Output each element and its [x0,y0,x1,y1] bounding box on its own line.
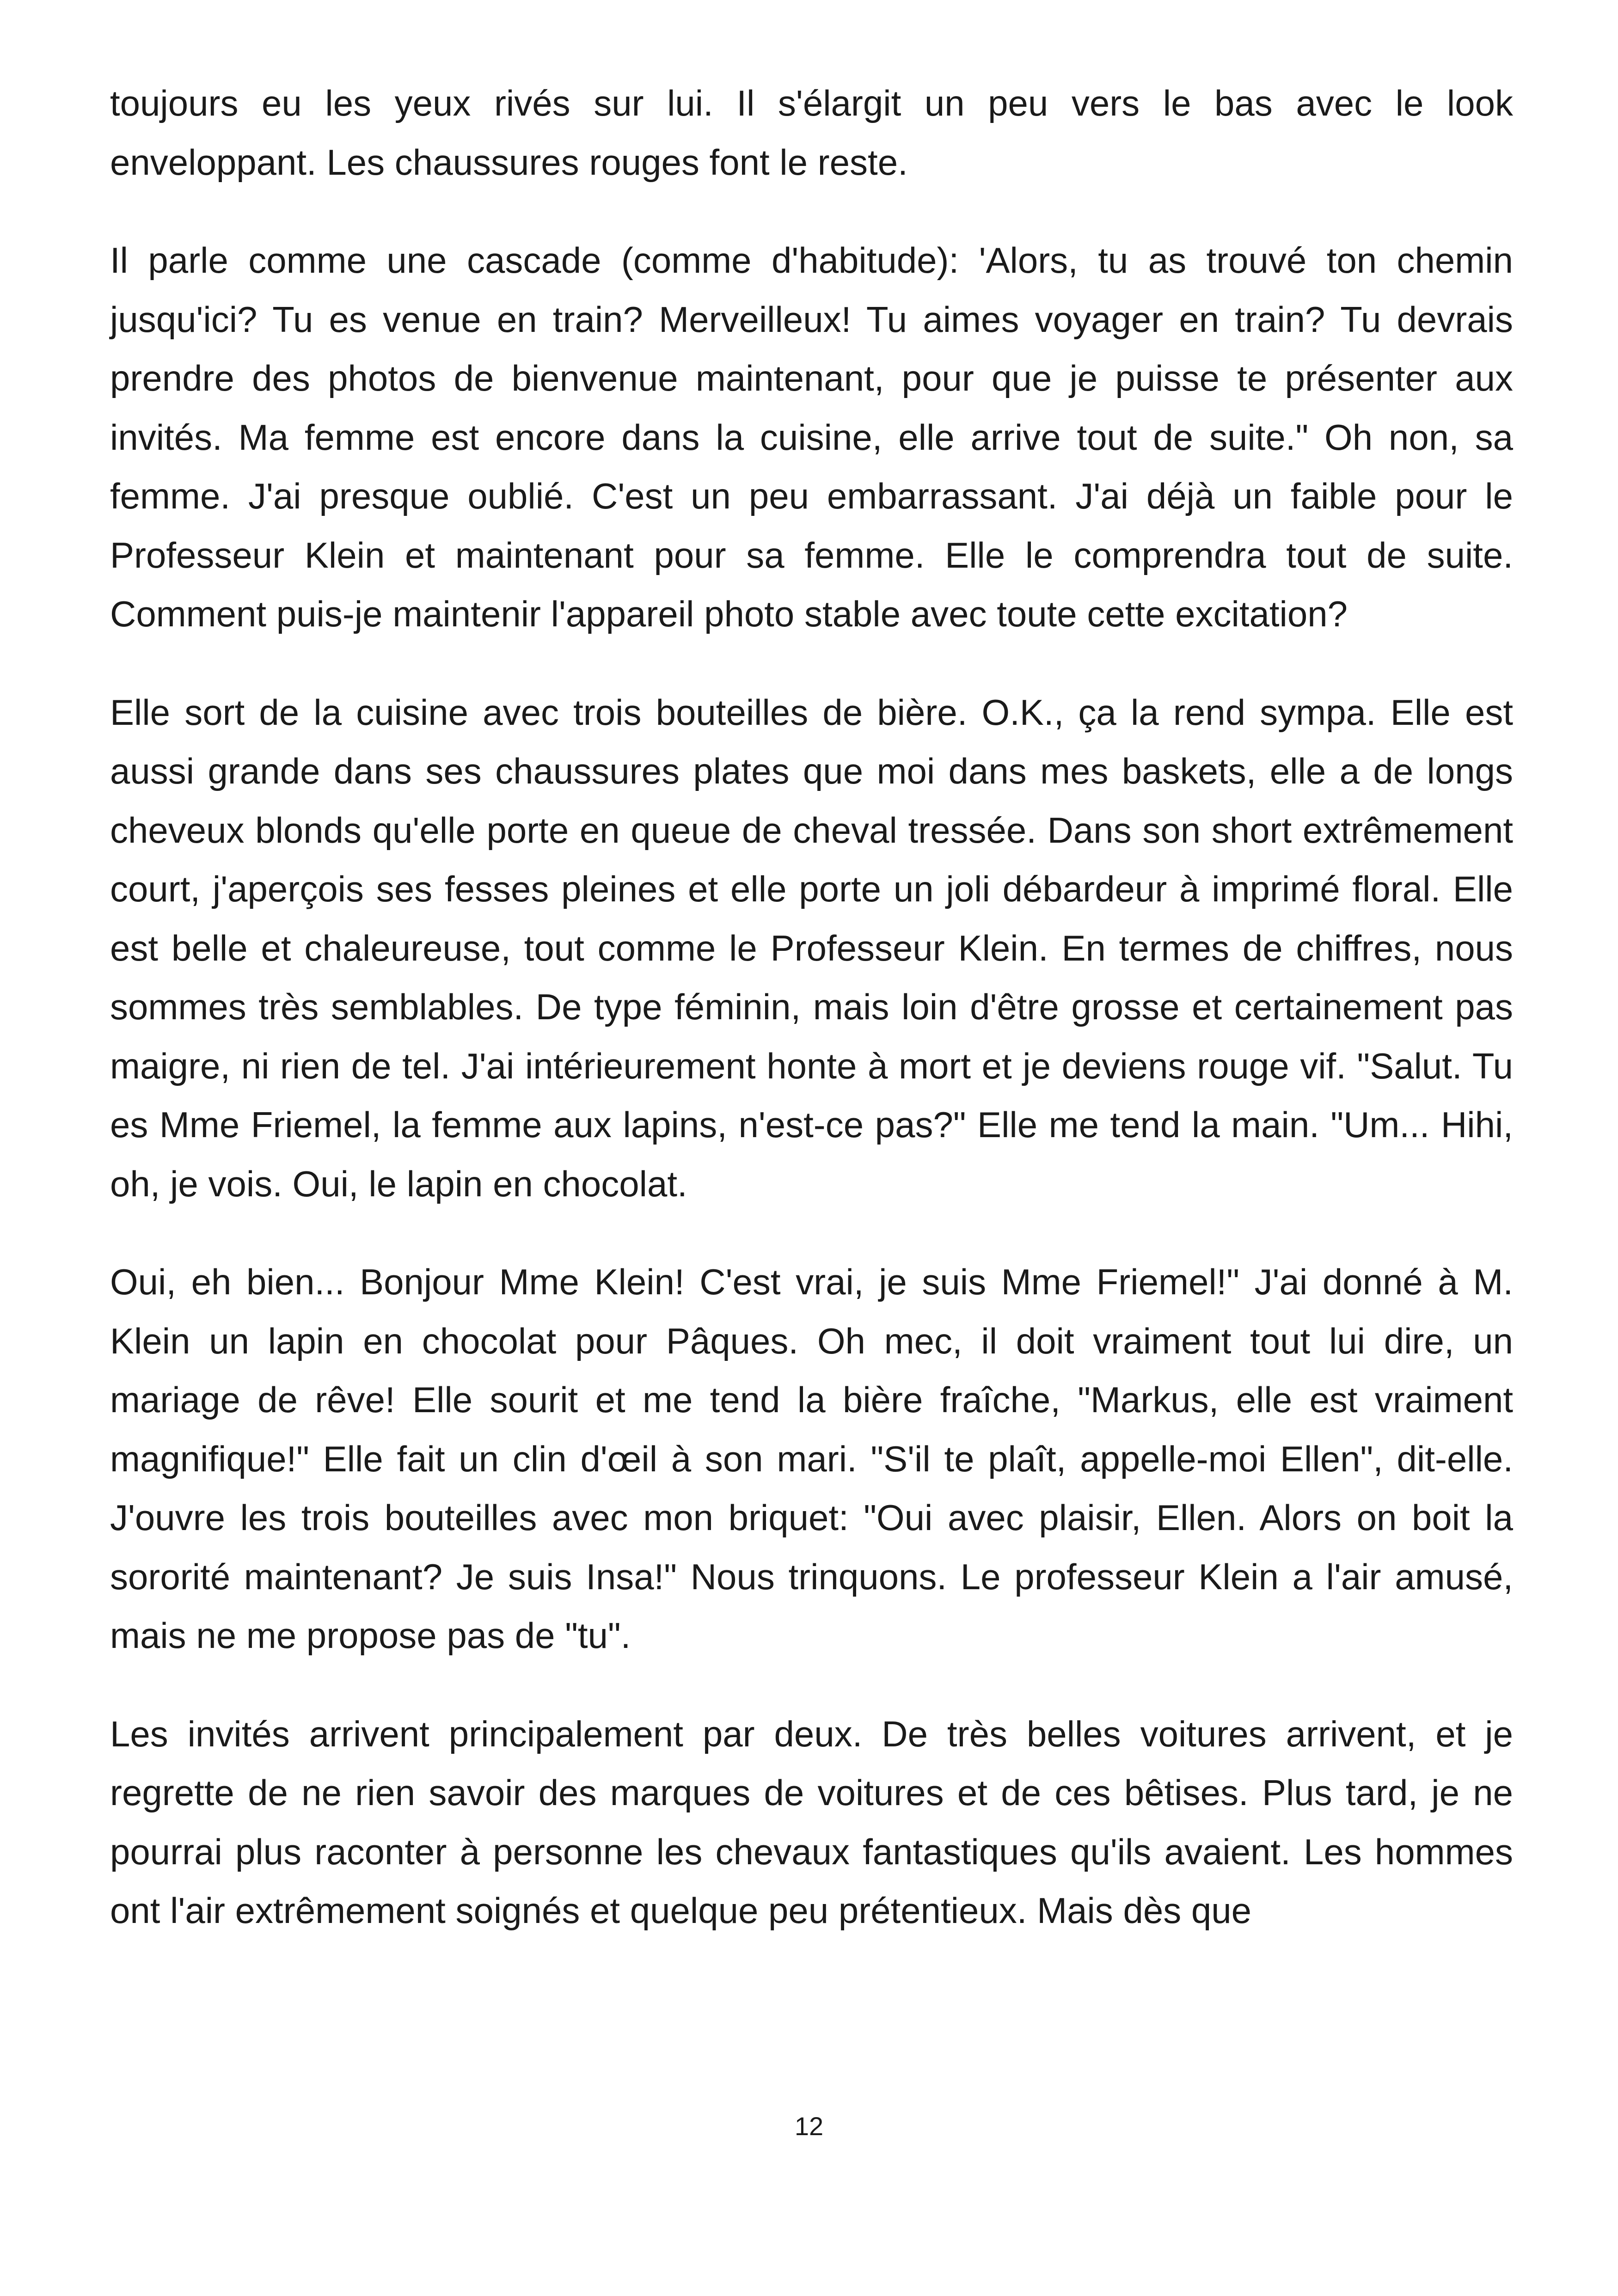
paragraph-3: Elle sort de la cuisine avec trois bouteilles de bière. O.K., ça la rend sympa. Elle est aussi grande dans ses chaussures plates que moi dans mes baskets, elle a de longs cheveux blonds qu'elle porte en queue de cheval tressée. Dans son short extrêmement court, j'aperçois ses fesses pleines et elle porte un joli débardeur à imprimé floral. Elle est belle et chaleureuse, tout comme le Professeur Klein. En termes de chiffres, nous sommes très semblables. De type féminin, mais loin d'être grosse et certainement pas maigre, ni rien de tel. J'ai intérieurement honte à mort et je deviens rouge vif. "Salut. Tu es Mme Friemel, la femme aux lapins, n'est-ce pas?" Elle me tend la main. "Um... Hihi, oh, je vois. Oui, le lapin en chocolat. [110,692,1513,1204]
body-text [110,74,1513,1980]
paragraph-2: Il parle comme une cascade (comme d'habitude): 'Alors, tu as trouvé ton chemin jusqu'ici? Tu es venue en train? Merveilleux! Tu aimes voyager en train? Tu devrais prendre des photos de bienvenue maintenant, pour que je puisse te présenter aux invités. Ma femme est encore dans la cuisine, elle arrive tout de suite." Oh non, sa femme. J'ai presque oublié. C'est un peu embarrassant. J'ai déjà un faible pour le Professeur Klein et maintenant pour sa femme. Elle le comprendra tout de suite. Comment puis-je maintenir l'appareil photo stable avec toute cette excitation? [110,240,1513,634]
paragraph-5: Les invités arrivent principalement par deux. De très belles voitures arrivent, et je regrette de ne rien savoir des marques de voitures et de ces bêtises. Plus tard, je ne pourrai plus raconter à personne les chevaux fantastiques qu'ils avaient. Les hommes ont l'air extrêmement soignés et quelque peu prétentieux. Mais dès que [110,1713,1513,1931]
page-number: 12 [794,2112,824,2141]
paragraph-1: toujours eu les yeux rivés sur lui. Il s'élargit un peu vers le bas avec le look enveloppant. Les chaussures rouges font le reste. [110,83,1513,183]
paragraph-4: Oui, eh bien... Bonjour Mme Klein! C'est vrai, je suis Mme Friemel!" J'ai donné à M. Klein un lapin en chocolat pour Pâques. Oh mec, il doit vraiment tout lui dire, un mariage de rêve! Elle sourit et me tend la bière fraîche, "Markus, elle est vraiment magnifique!" Elle fait un clin d'œil à son mari. "S'il te plaît, appelle-moi Ellen", dit-elle. J'ouvre les trois bouteilles avec mon briquet: "Oui avec plaisir, Ellen. Alors on boit la sororité maintenant? Je suis Insa!" Nous trinquons. Le professeur Klein a l'air amusé, mais ne me propose pas de "tu". [110,1261,1513,1656]
